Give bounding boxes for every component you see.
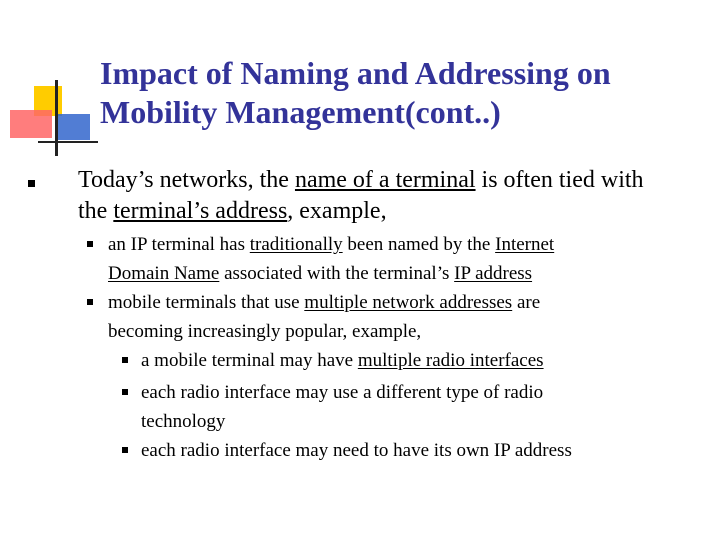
bullet-level2-text xyxy=(108,230,554,288)
underlined-term: IP address xyxy=(454,263,533,284)
text-segment: mobile terminals that use xyxy=(108,292,305,313)
logo-vertical-line xyxy=(55,80,58,156)
underlined-term: multiple network addresses xyxy=(304,292,513,313)
underlined-term: terminal’s address xyxy=(113,198,288,224)
underlined-term: multiple radio interfaces xyxy=(357,350,544,371)
square-bullet-icon xyxy=(87,299,93,305)
text-segment: each radio interface may need to have its own IP address xyxy=(141,440,572,461)
text-segment: a mobile terminal may have xyxy=(141,350,358,371)
page-title xyxy=(100,54,710,132)
square-bullet-icon xyxy=(122,389,128,395)
text-segment: the xyxy=(78,198,114,224)
square-bullet-icon xyxy=(122,357,128,363)
underlined-term: Internet xyxy=(495,234,555,255)
text-segment: technology xyxy=(141,411,226,432)
square-bullet-icon xyxy=(122,447,128,453)
title-line-2: Mobility Management(cont..) xyxy=(100,94,501,130)
bullet-level3-text xyxy=(141,346,544,375)
logo-horizontal-line xyxy=(38,141,98,143)
text-segment: been named by the xyxy=(342,234,496,255)
text-segment: becoming increasingly popular, example, xyxy=(108,321,422,342)
slide-logo xyxy=(0,0,100,160)
text-segment: associated with the terminal’s xyxy=(219,263,455,284)
text-segment: are xyxy=(512,292,541,313)
underlined-term: Domain Name xyxy=(108,263,220,284)
bullet-level2-text xyxy=(108,288,540,346)
text-segment: an IP terminal has xyxy=(108,234,250,255)
underlined-term: traditionally xyxy=(249,234,343,255)
underlined-term: name of a terminal xyxy=(294,167,476,193)
square-bullet-icon xyxy=(87,241,93,247)
text-segment: , example, xyxy=(287,198,387,224)
text-segment: each radio interface may use a different type of radio xyxy=(141,382,544,403)
title-line-1: Impact of Naming and Addressing on xyxy=(100,55,611,91)
square-bullet-icon xyxy=(28,180,35,187)
logo-red-square xyxy=(10,110,52,138)
logo-blue-square xyxy=(58,114,90,140)
text-segment: Today’s networks, the xyxy=(78,167,295,193)
bullet-level3-text xyxy=(141,436,572,465)
bullet-level1-text xyxy=(78,165,644,227)
bullet-level3-text xyxy=(141,378,543,436)
text-segment: is often tied with xyxy=(475,167,644,193)
